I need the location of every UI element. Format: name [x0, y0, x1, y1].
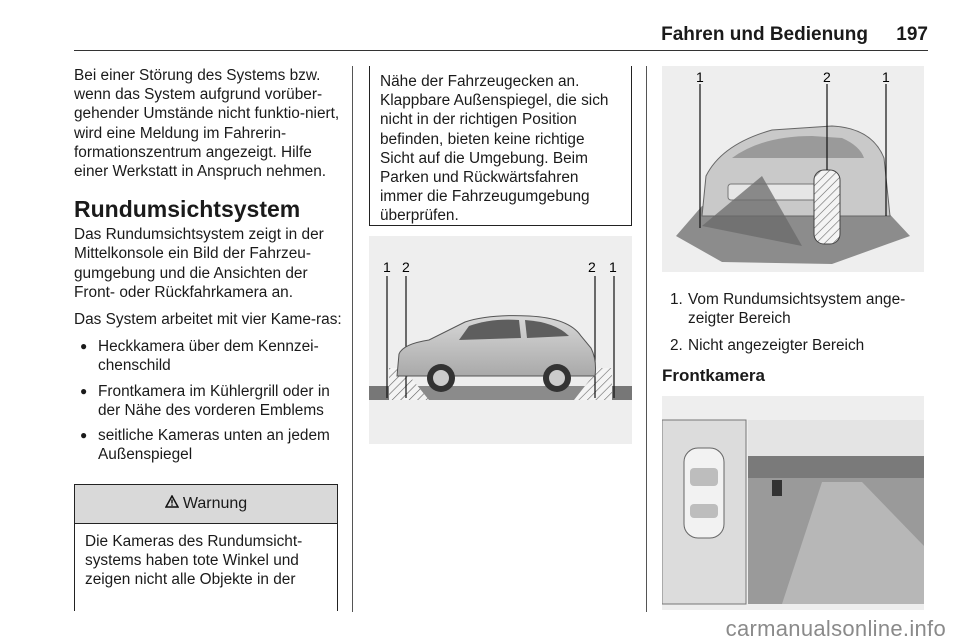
watermark: carmanualsonline.info	[725, 616, 946, 641]
paragraph-2: Das System arbeitet mit vier Kame-ras:	[74, 311, 342, 329]
page-number: 197	[896, 24, 928, 45]
warning-title: Warnung	[182, 495, 248, 512]
subheading-frontkamera: Frontkamera	[662, 365, 765, 385]
warning-box	[74, 484, 338, 611]
car-side-illustration	[369, 236, 632, 444]
section-title: Rundumsichtsystem	[74, 196, 301, 223]
list-item: ● seitliche Kameras unten an jedem Außenspiegel	[74, 426, 342, 464]
figure-label: 1	[609, 259, 617, 275]
legend-list	[662, 290, 926, 356]
car-front-illustration	[662, 66, 924, 272]
camera-screen-illustration	[662, 396, 924, 610]
figure-label: 1	[882, 69, 890, 85]
column-1	[74, 66, 342, 470]
column-divider-1	[352, 66, 353, 612]
list-item: ● Frontkamera im Kühlergrill oder in der Nähe des vorderen Emblems	[74, 382, 342, 420]
warning-text: Die Kameras des Rundumsicht-systems haben tote Winkel und zeigen nicht alle Objekte in der	[85, 533, 303, 589]
warning-continuation-box: Nähe der Fahrzeugecken an. Klappbare Außenspiegel, die sich nicht in der richtigen Position befinden, bieten keine richtige Sicht auf die Umgebung. Beim Parken und Rückwärtsfahren immer die Fahrzeugumgebung überprüfen.	[369, 66, 632, 226]
camera-display-figure	[662, 396, 924, 610]
camera-list	[74, 337, 342, 464]
figure-label: 1	[383, 259, 391, 275]
column-3-text	[662, 290, 926, 385]
warning-header	[75, 485, 337, 524]
front-view-figure	[662, 66, 924, 272]
figure-label: 2	[823, 69, 831, 85]
figure-label: 2	[588, 259, 596, 275]
running-header-title: Fahren und Bedienung	[661, 24, 868, 45]
column-divider-2	[646, 66, 647, 612]
list-item: 1. Vom Rundumsichtsystem ange-zeigter Bereich	[670, 291, 906, 328]
figure-label: 1	[696, 69, 704, 85]
paragraph-1: Das Rundumsichtsystem zeigt in der Mittelkonsole ein Bild der Fahrzeu-gumgebung und die Ansichten der Front- oder Rückfahrkamera an.	[74, 226, 324, 301]
figure-label: 2	[402, 259, 410, 275]
list-item: 2. Nicht angezeigter Bereich	[670, 337, 865, 355]
list-item: ● Heckkamera über dem Kennzei-chenschild	[74, 337, 342, 375]
side-view-figure	[369, 236, 632, 444]
intro-paragraph: Bei einer Störung des Systems bzw. wenn das System aufgrund vorüber-gehender Umstände nicht funktio-niert, wird eine Meldung im Fahrerin-formationszentrum angezeigt. Hilfe einer Werkstatt in Anspruch nehmen.	[74, 67, 340, 181]
warning-triangle-icon	[165, 495, 179, 513]
header-rule	[74, 50, 928, 51]
